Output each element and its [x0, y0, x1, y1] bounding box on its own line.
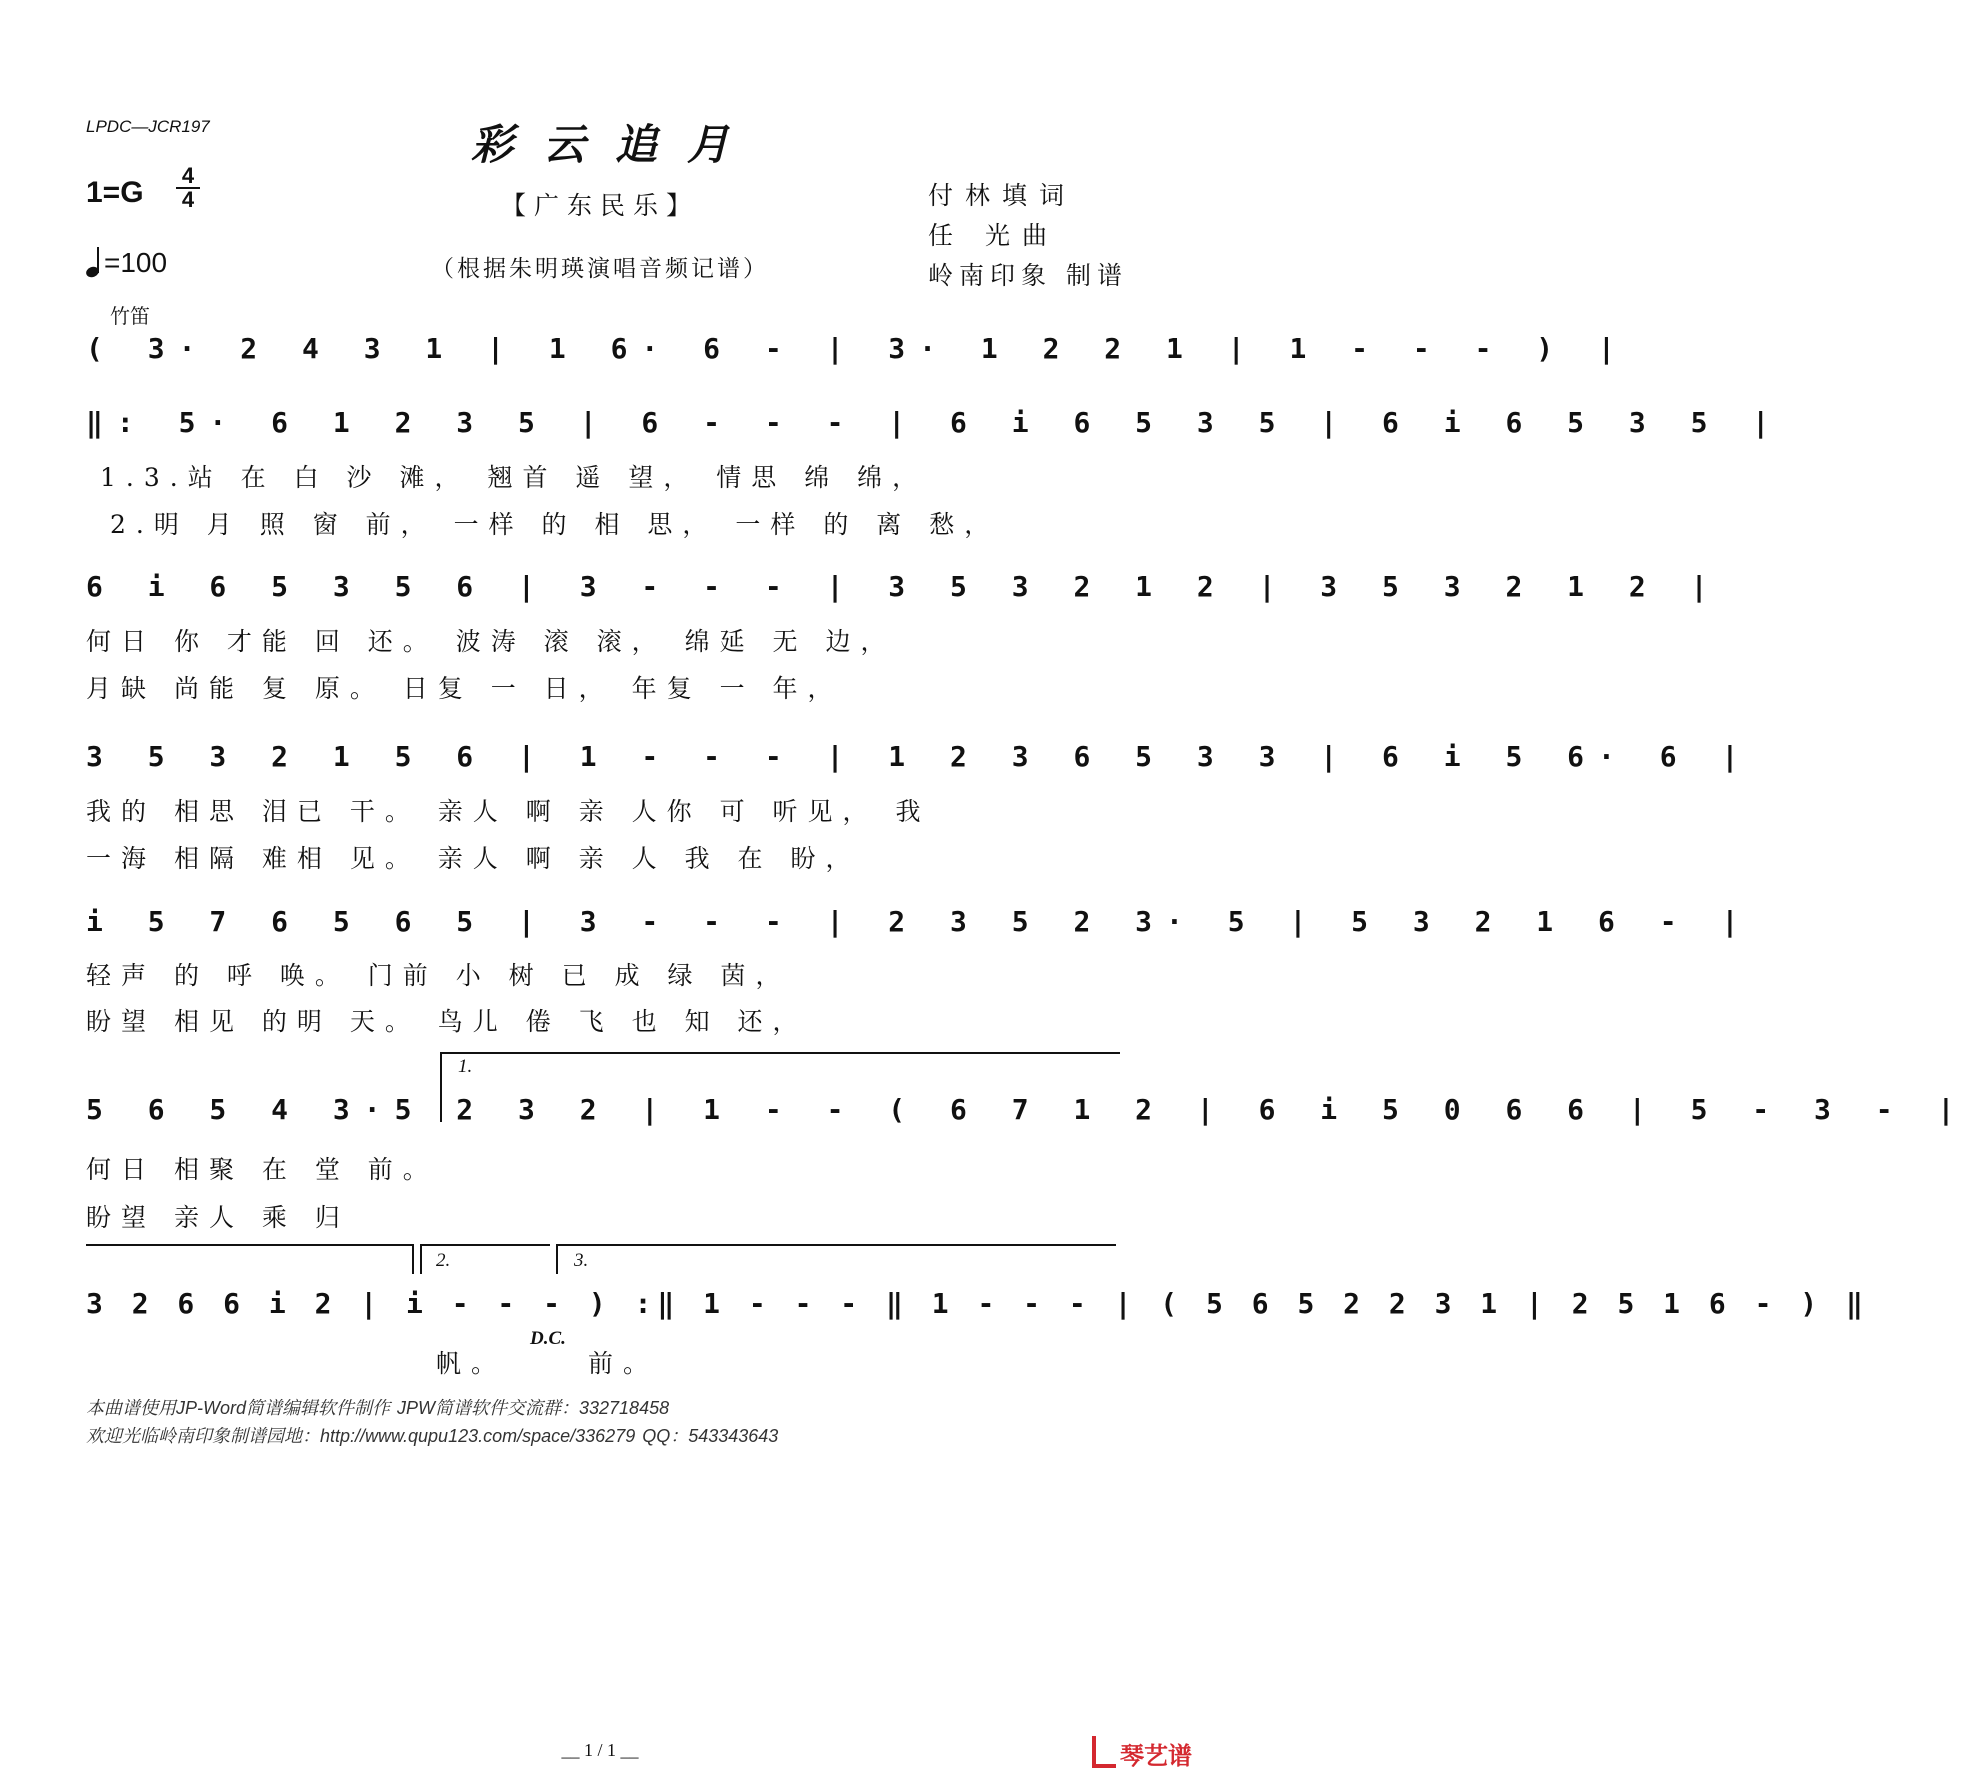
page-title: 彩云追月 [470, 120, 759, 169]
footer-website-note: 欢迎光临岭南印象制谱园地：http://www.qupu123.com/space/336279 QQ：543343643 [86, 1426, 779, 1446]
key-signature: 1=G [86, 176, 144, 209]
lyric-line-4a: 我的 相思 泪已 干。 亲人 啊 亲 人你 可 听见， 我 [86, 797, 931, 826]
quarter-note-icon [86, 249, 104, 279]
music-line-3: 6 i 6 5 3 5 6 | 3 - - - | 3 5 3 2 1 2 | 3 5 3 2 1 2 | [86, 570, 1722, 603]
lyric-line-7a: 帆。 [436, 1349, 507, 1378]
lyric-line-3b: 月缺 尚能 复 原。 日复 一 日， 年复 一 年， [86, 674, 843, 703]
arranger-credit: 岭南印象 制谱 [928, 261, 1128, 290]
volta-label-3: 3. [574, 1250, 589, 1271]
music-line-6: 5 6 5 4 3·5 2 3 2 | 1 - - ( 6 7 1 2 | 6 i 5 0 6 6 | 5 - 3 - | [86, 1093, 1968, 1126]
music-line-2: ‖: 5· 6 1 2 3 5 | 6 - - - | 6 i 6 5 3 5 | 6 i 6 5 3 5 | [86, 406, 1784, 439]
volta-bracket-1-end [412, 1244, 414, 1274]
lyric-line-3a: 何日 你 才能 回 还。 波涛 滚 滚， 绵延 无 边， [86, 627, 896, 656]
volta-label-1: 1. [458, 1056, 473, 1077]
brand-logo-text: 琴艺谱 [1120, 1742, 1192, 1770]
lyric-line-2b: 2.明 月 照 窗 前， 一样 的 相 思， 一样 的 离 愁， [110, 510, 1000, 539]
volta-label-2: 2. [436, 1250, 451, 1271]
volta-bracket-3 [556, 1244, 1116, 1246]
composer-credit: 任 光曲 [928, 221, 1059, 250]
tempo-marking [86, 247, 167, 279]
music-line-7: 3 2 6 6 i 2 | i - - - ) :‖ 1 - - - ‖ 1 - - - | ( 5 6 5 2 2 3 1 | 2 5 1 6 - ) ‖ [86, 1287, 1869, 1320]
lyric-line-6b: 盼望 亲人 乘 归 [86, 1203, 350, 1232]
volta-bracket-1 [440, 1052, 1120, 1054]
time-signature-bottom: 4 [181, 187, 195, 212]
brand-logo-icon [1092, 1736, 1116, 1768]
music-line-4: 3 5 3 2 1 5 6 | 1 - - - | 1 2 3 6 5 3 3 | 6 i 5 6· 6 | [86, 740, 1753, 773]
lyric-line-2a: 1.3.站 在 白 沙 滩， 翘首 遥 望， 情思 绵 绵， [100, 463, 928, 492]
page-indicator: __ 1 / 1 __ [561, 1740, 639, 1760]
lyric-line-5a: 轻声 的 呼 唤。 门前 小 树 已 成 绿 茵， [86, 961, 791, 990]
music-line-5: i 5 7 6 5 6 5 | 3 - - - | 2 3 5 2 3· 5 | 5 3 2 1 6 - | [86, 905, 1753, 938]
lyric-line-4b: 一海 相隔 难相 见。 亲人 啊 亲 人 我 在 盼， [86, 844, 861, 873]
volta-bracket-1-continued [86, 1244, 414, 1246]
volta-bracket-3-edge [556, 1244, 558, 1274]
music-line-1: ( 3· 2 4 3 1 | 1 6· 6 - | 3· 1 2 2 1 | 1 - - - ) | [86, 332, 1629, 365]
source-note: （根据朱明瑛演唱音频记谱） [431, 256, 769, 282]
volta-bracket-2-edge [420, 1244, 422, 1274]
lyricist-credit: 付林填词 [928, 181, 1077, 210]
lyric-line-5b: 盼望 相见 的明 天。 鸟儿 倦 飞 也 知 还， [86, 1007, 808, 1036]
score-code: LPDC—JCR197 [86, 117, 210, 136]
genre-label: 【广东民乐】 [500, 191, 699, 220]
volta-bracket-2 [420, 1244, 550, 1246]
instrument-label: 竹笛 [110, 304, 150, 328]
tempo-value: =100 [104, 247, 168, 278]
footer-software-note: 本曲谱使用JP-Word简谱编辑软件制作 JPW简谱软件交流群：332718458 [86, 1398, 670, 1418]
lyric-line-6a: 何日 相聚 在 堂 前。 [86, 1155, 438, 1184]
lyric-line-7b: 前。 [588, 1349, 659, 1378]
time-signature [176, 163, 200, 212]
time-signature-top: 4 [181, 163, 195, 188]
dc-marking: D.C. [530, 1328, 566, 1349]
